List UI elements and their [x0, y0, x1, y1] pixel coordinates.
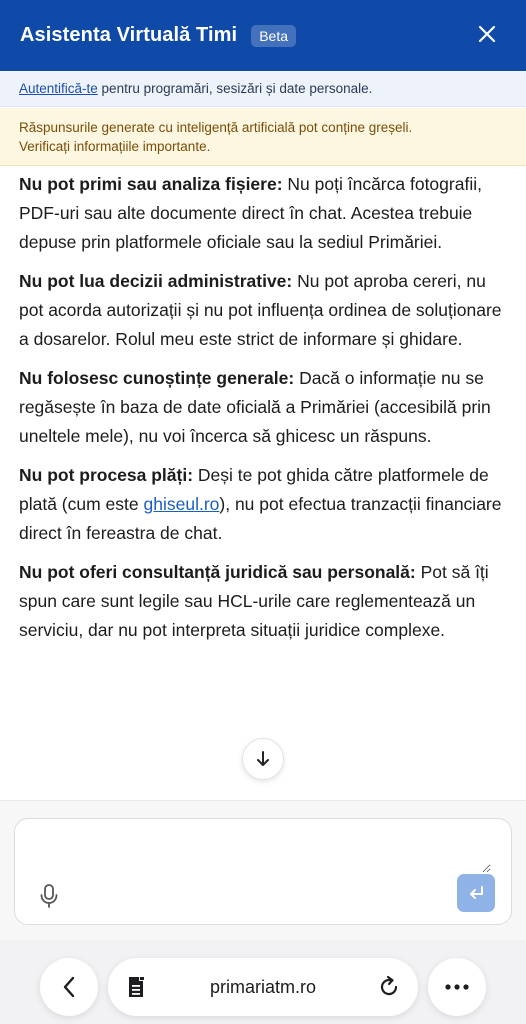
- message-paragraph: [19, 267, 507, 354]
- message-text: Dacă o informație nu se regăsește în baza de date oficială a Primăriei (accesibilă prin uneltele mele), nu voi încerca să ghicesc un răspuns.: [19, 368, 491, 446]
- scroll-to-bottom-button[interactable]: [242, 738, 284, 780]
- message-paragraph: [19, 461, 507, 548]
- ghiseul-link[interactable]: ghiseul.ro: [143, 494, 220, 514]
- send-return-icon: [466, 884, 486, 902]
- close-button[interactable]: [470, 17, 504, 51]
- chat-header: [0, 0, 526, 71]
- chevron-left-icon: [62, 975, 76, 999]
- more-horizontal-icon: [444, 983, 470, 991]
- browser-toolbar: [0, 940, 526, 1024]
- auth-notice: [0, 71, 526, 107]
- arrow-down-icon: [255, 750, 271, 768]
- message-text: ), nu pot efectua tranzacții financiare direct în fereastra de chat.: [19, 494, 502, 543]
- browser-back-button[interactable]: [40, 958, 98, 1016]
- url-text: primariatm.ro: [209, 977, 316, 997]
- message-text: Nu poți încărca fotografii, PDF-uri sau alte documente direct în chat. Acestea trebuie depuse prin platformele oficiale sau la sediul Primăriei.: [19, 174, 482, 252]
- composer-area: [0, 800, 526, 940]
- close-icon: [477, 24, 497, 44]
- ai-warning-banner: [0, 108, 526, 166]
- microphone-icon: [37, 882, 61, 910]
- message-text: Nu pot aproba cereri, nu pot acorda autorizații și nu pot influența ordinea de soluționare a dosarelor. Rolul meu este strict de informare și ghidare.: [19, 271, 502, 349]
- message-heading: Nu pot oferi consultanță juridică sau personală:: [19, 562, 416, 582]
- message-paragraph: [19, 558, 507, 645]
- reload-icon: [376, 974, 402, 1000]
- microphone-button[interactable]: [37, 882, 61, 910]
- login-link[interactable]: Autentifică-te: [19, 81, 98, 96]
- ai-warning-line-2: Verificați informațiile importante.: [19, 139, 211, 154]
- reload-button[interactable]: [376, 974, 402, 1000]
- message-text: Deși te pot ghida către platformele de plată (cum este: [19, 465, 489, 514]
- message-paragraph: [19, 364, 507, 451]
- message-heading: Nu folosesc cunoștințe generale:: [19, 368, 295, 388]
- chat-messages[interactable]: [0, 166, 526, 800]
- message-heading: Nu pot procesa plăți:: [19, 465, 194, 485]
- message-input[interactable]: [31, 833, 491, 873]
- message-heading: Nu pot lua decizii administrative:: [19, 271, 293, 291]
- beta-badge: Beta: [251, 25, 296, 47]
- address-bar[interactable]: [108, 958, 418, 1016]
- send-button[interactable]: [457, 874, 495, 912]
- message-heading: Nu pot primi sau analiza fișiere:: [19, 174, 283, 194]
- more-options-button[interactable]: [428, 958, 486, 1016]
- message-text: Pot să îți spun care sunt legile sau HCL-urile care reglementează un serviciu, dar nu pot interpreta situații juridice complexe.: [19, 562, 489, 640]
- auth-notice-text: pentru programări, sesizări și date personale.: [97, 81, 373, 96]
- message-composer: [14, 818, 512, 925]
- chat-title: Asistenta Virtuală Timi: [20, 24, 238, 46]
- ai-warning-line-1: Răspunsurile generate cu inteligență artificială pot conține greșeli.: [19, 120, 413, 135]
- message-paragraph: [19, 170, 507, 257]
